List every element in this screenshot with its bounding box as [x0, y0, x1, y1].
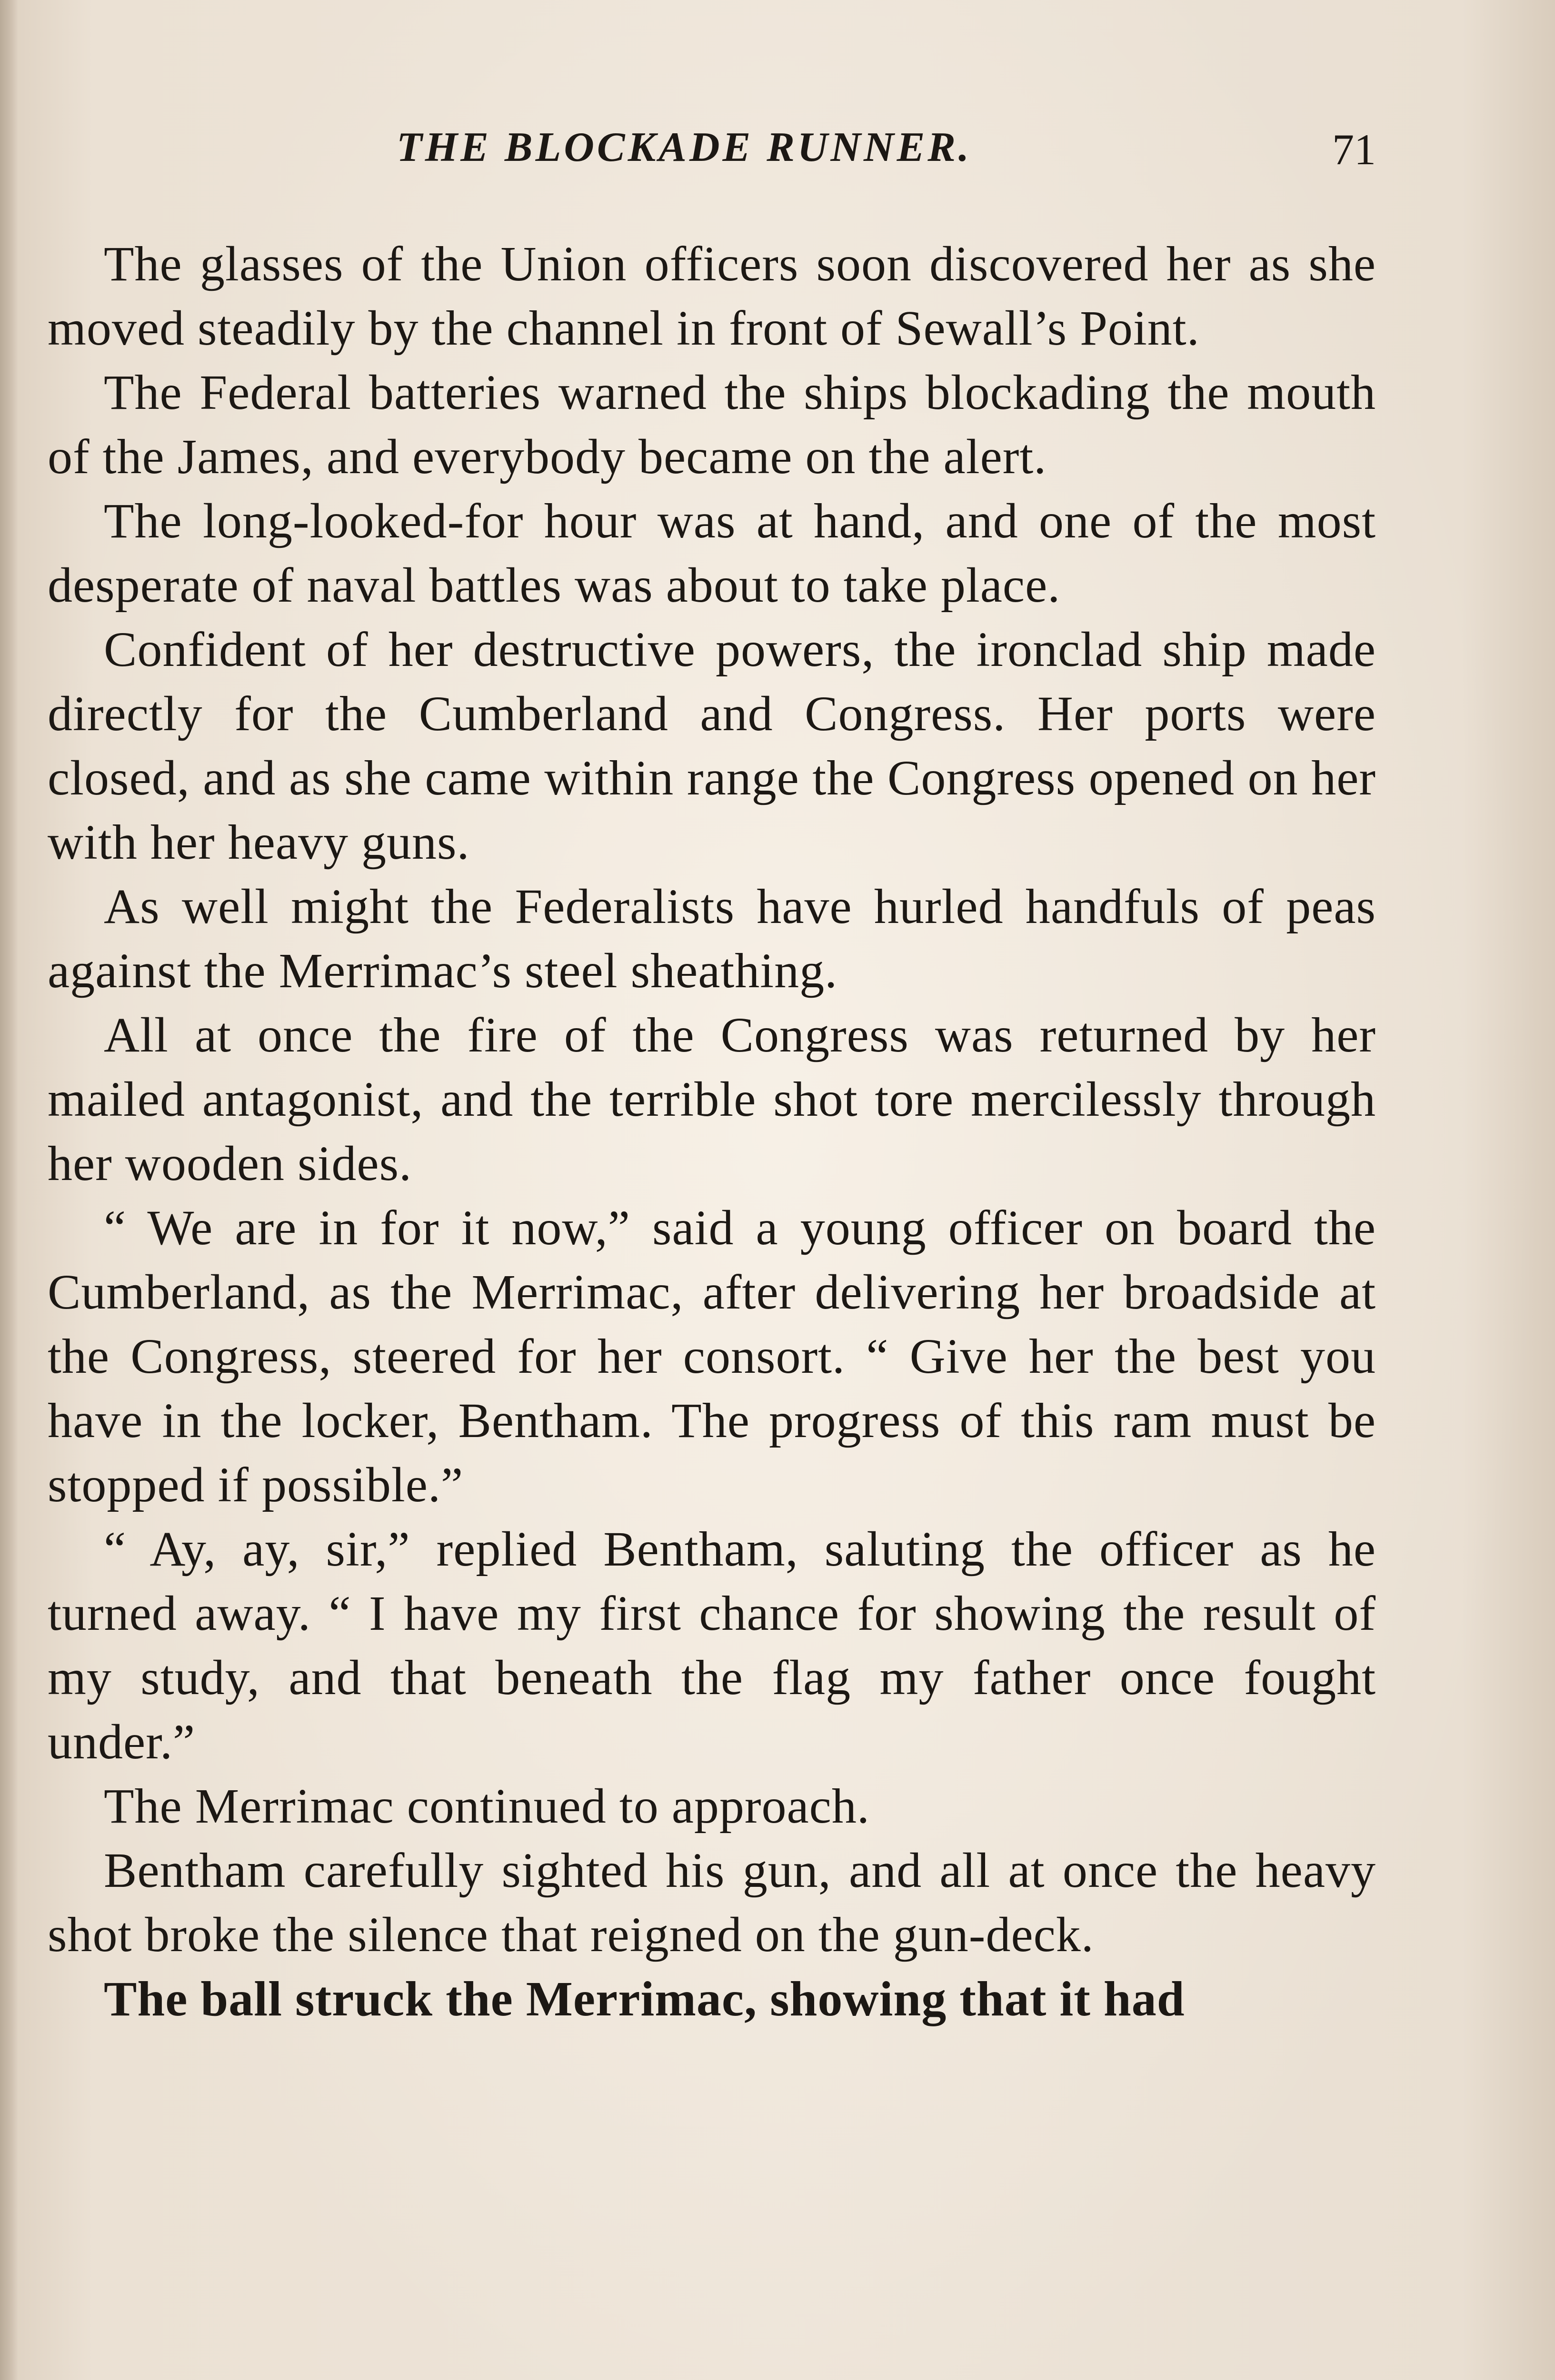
running-head: [48, 121, 1376, 174]
running-title: THE BLOCKADE RUNNER.: [397, 124, 972, 170]
page-gutter-shadow: [0, 0, 18, 2380]
page-number: 71: [1332, 125, 1376, 174]
paragraph: “ Ay, ay, sir,” replied Bentham, saluting the officer as he turned away. “ I have my first chance for showing the result of my study, and that beneath the flag my father once fought under.”: [48, 1522, 1376, 1769]
paragraph: The Merrimac continued to approach.: [104, 1779, 870, 1834]
paragraph: The Federal batteries warned the ships blockading the mouth of the James, and everybody became on the alert.: [48, 365, 1376, 484]
paragraph: The long-looked-for hour was at hand, and one of the most desperate of naval battles was about to take place.: [48, 494, 1376, 613]
body-text: [48, 232, 1376, 2031]
paragraph: Confident of her destructive powers, the ironclad ship made directly for the Cumberland and Congress. Her ports were closed, and as she came within range the Congress opened on her with her heavy guns.: [48, 622, 1376, 870]
paragraph: “ We are in for it now,” said a young officer on board the Cumberland, as the Merrimac, after delivering her broadside at the Congress, steered for her consort. “ Give her the best you have in the locker, Bentham. The progress of this ram must be stopped if possible.”: [48, 1200, 1376, 1512]
paragraph: The glasses of the Union officers soon discovered her as she moved steadily by the channel in front of Sewall’s Point.: [48, 237, 1376, 356]
paragraph: All at once the fire of the Congress was returned by her mailed antagonist, and the terrible shot tore mercilessly through her wooden sides.: [48, 1008, 1376, 1191]
paragraph-last: The ball struck the Merrimac, showing that it had: [104, 1972, 1185, 2026]
paragraph: As well might the Federalists have hurled handfuls of peas against the Merrimac’s steel sheathing.: [48, 879, 1376, 998]
paragraph: Bentham carefully sighted his gun, and all at once the heavy shot broke the silence that reigned on the gun-deck.: [48, 1843, 1376, 1962]
